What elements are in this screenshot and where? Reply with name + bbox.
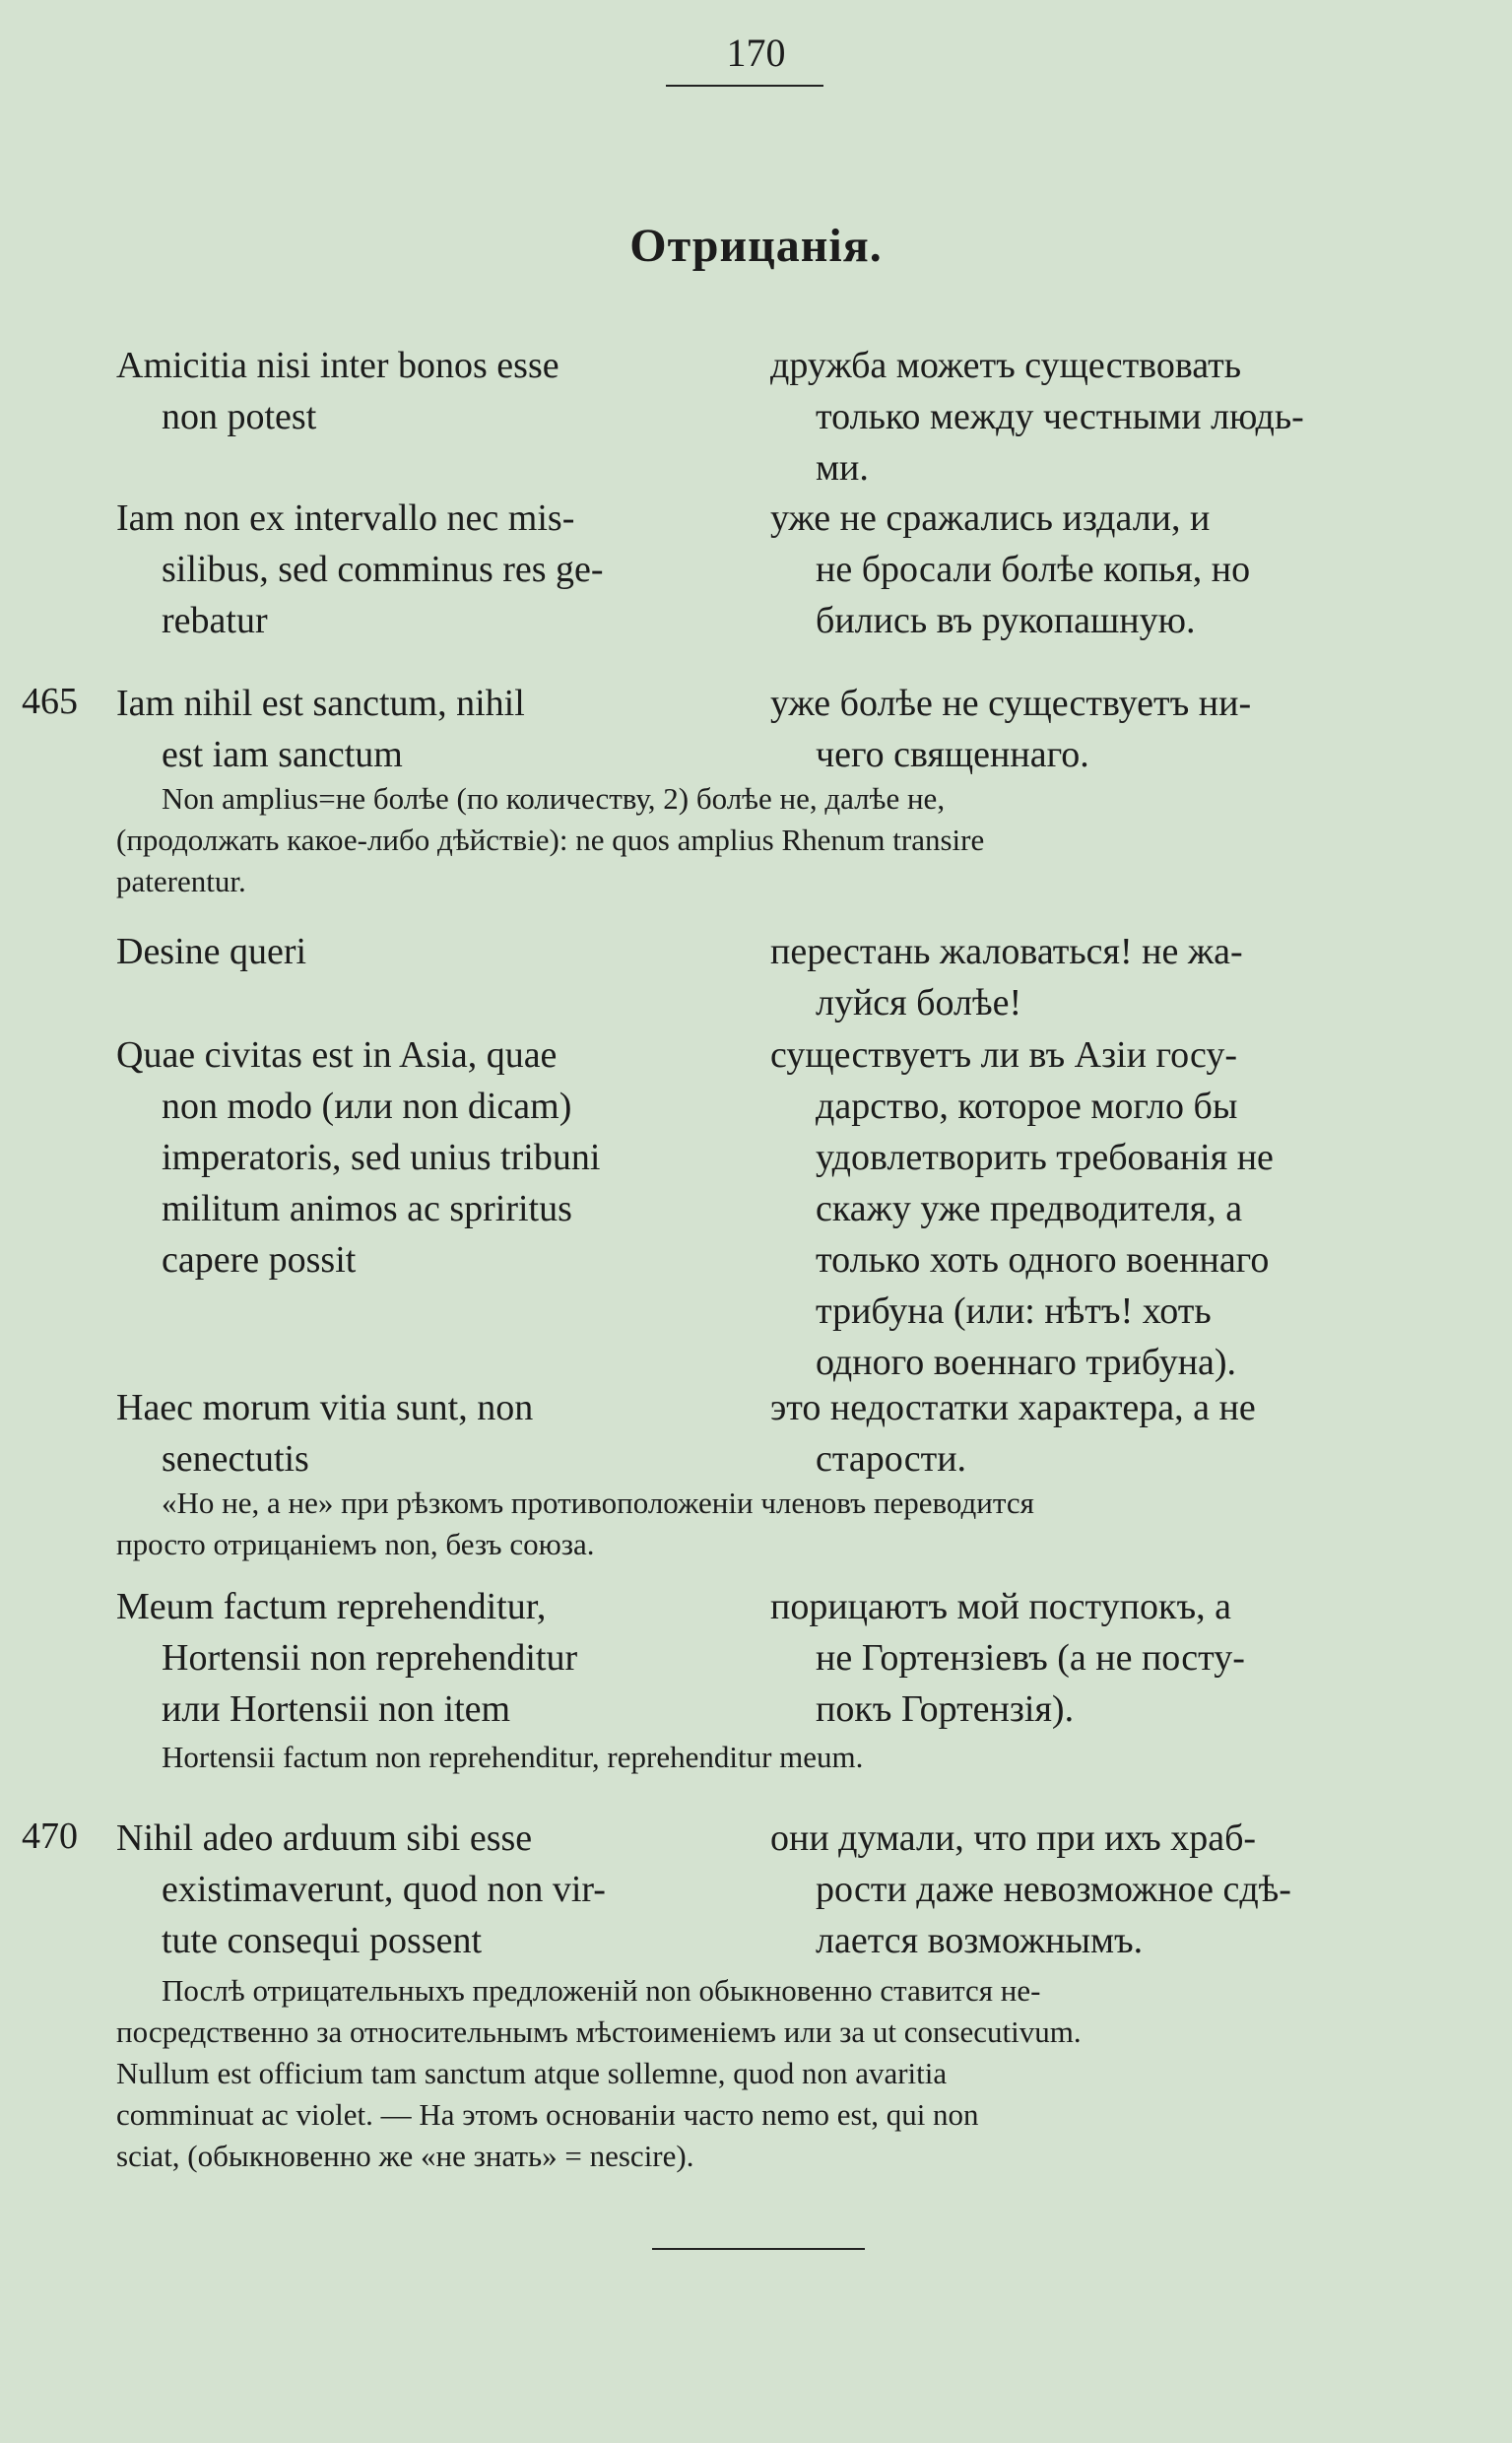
text-line: не бросали болѣе копья, но <box>816 549 1251 590</box>
russian-quae-civitas <box>770 1029 1401 1388</box>
text-line: tute consequi possent <box>162 1920 483 1961</box>
text-line: удовлетворить требованія не <box>816 1137 1274 1178</box>
text-line: они думали, что при ихъ храб- <box>770 1817 1257 1859</box>
text-line: порицаютъ мой поступокъ, а <box>770 1586 1231 1627</box>
note-final <box>116 1970 1397 2177</box>
note-line: (продолжать какое-либо дѣйствіе): ne quos amplius Rhenum transire <box>116 823 985 857</box>
text-line: перестань жаловаться! не жа- <box>770 931 1243 972</box>
russian-desine <box>770 926 1401 1028</box>
russian-amicitia <box>770 340 1401 494</box>
russian-nihil-adeo <box>770 1813 1401 1966</box>
note-line: Nullum est officium tam sanctum atque sollemne, quod non avaritia <box>116 2056 948 2090</box>
text-line: rebatur <box>162 600 268 641</box>
russian-nihil-sanctum <box>770 678 1401 780</box>
note-line: Non amplius=не болѣе (по количеству, 2) болѣе не, далѣе не, <box>162 781 946 816</box>
text-line: Quae civitas est in Asia, quae <box>116 1034 558 1076</box>
text-line: не Гортензіевъ (а не посту- <box>816 1637 1245 1679</box>
text-line: скажу уже предводителя, а <box>816 1188 1243 1229</box>
text-line: militum animos ac spriritus <box>162 1188 572 1229</box>
text-line: рости даже невозможное сдѣ- <box>816 1869 1291 1910</box>
text-line: Amicitia nisi inter bonos esse <box>116 345 559 386</box>
text-line: imperatoris, sed unius tribuni <box>162 1137 601 1178</box>
text-line: бились въ рукопашную. <box>816 600 1196 641</box>
text-line: уже не сражались издали, и <box>770 497 1211 539</box>
note-line: paterentur. <box>116 864 246 898</box>
text-line: Hortensii non reprehenditur <box>162 1637 578 1679</box>
text-line: дружба можетъ существовать <box>770 345 1242 386</box>
text-line: только между честными людь- <box>816 396 1304 437</box>
note-line: посредственно за относительнымъ мѣстоименіемъ или за ut consecutivum. <box>116 2014 1082 2049</box>
latin-nihil-adeo <box>116 1813 727 1966</box>
text-line: лается возможнымъ. <box>816 1920 1144 1961</box>
text-line: senectutis <box>162 1438 309 1480</box>
text-line: только хоть одного военнаго <box>816 1239 1270 1281</box>
note-line: просто отрицаніемъ non, безъ союза. <box>116 1527 595 1561</box>
note-line: sciat, (обыкновенно же «не знать» = nescire). <box>116 2139 694 2173</box>
text-line: Iam non ex intervallo nec mis- <box>116 497 575 539</box>
header-rule <box>666 85 823 87</box>
russian-haec-morum <box>770 1382 1401 1485</box>
note-amplius <box>116 778 1397 902</box>
text-line: луйся болѣе! <box>816 982 1022 1023</box>
paragraph-number: 465 <box>22 681 78 722</box>
text-line: Meum factum reprehenditur, <box>116 1586 547 1627</box>
text-line: capere possit <box>162 1239 357 1281</box>
note-line: Послѣ отрицательныхъ предложеній non обыкновенно ставится не- <box>162 1973 1041 2008</box>
text-line: старости. <box>816 1438 967 1480</box>
text-line: Nihil adeo arduum sibi esse <box>116 1817 533 1859</box>
text-line: трибуна (или: нѣтъ! хоть <box>816 1290 1212 1332</box>
russian-meum-factum <box>770 1581 1401 1735</box>
russian-iam-non <box>770 493 1401 646</box>
latin-nihil-sanctum <box>116 678 727 780</box>
latin-amicitia <box>116 340 727 442</box>
text-line: одного военнаго трибуна). <box>816 1342 1237 1383</box>
text-line: existimaverunt, quod non vir- <box>162 1869 606 1910</box>
note-line: «Но не, а не» при рѣзкомъ противоположеніи членовъ переводится <box>162 1486 1034 1520</box>
text-line: ми. <box>816 447 869 489</box>
note-line: Hortensii factum non reprehenditur, reprehenditur meum. <box>162 1740 864 1774</box>
text-line: уже болѣе не существуетъ ни- <box>770 683 1252 724</box>
latin-desine <box>116 926 727 977</box>
text-line: non modo (или non dicam) <box>162 1086 572 1127</box>
text-line: дарство, которое могло бы <box>816 1086 1238 1127</box>
latin-meum-factum <box>116 1581 727 1735</box>
latin-haec-morum <box>116 1382 727 1485</box>
text-line: существуетъ ли въ Азіи госу- <box>770 1034 1238 1076</box>
text-line: или Hortensii non item <box>162 1688 511 1730</box>
page-number: 170 <box>726 31 786 75</box>
paragraph-number: 470 <box>22 1816 78 1857</box>
text-line: Haec morum vitia sunt, non <box>116 1387 534 1428</box>
text-line: est iam sanctum <box>162 734 403 775</box>
text-line: покъ Гортензія). <box>816 1688 1075 1730</box>
hortensii-line <box>116 1737 1397 1778</box>
text-line: Iam nihil est sanctum, nihil <box>116 683 525 724</box>
text-line: non potest <box>162 396 317 437</box>
text-line: silibus, sed comminus res ge- <box>162 549 604 590</box>
note-no-ne <box>116 1483 1397 1565</box>
latin-iam-non <box>116 493 727 646</box>
note-line: comminuat ac violet. — На этомъ основаніи часто nemo est, qui non <box>116 2097 979 2132</box>
text-line: Desine queri <box>116 931 307 972</box>
text-line: это недостатки характера, а не <box>770 1387 1256 1428</box>
latin-quae-civitas <box>116 1029 727 1286</box>
section-title: Отрицанія. <box>629 220 883 272</box>
footer-rule <box>652 2248 865 2250</box>
text-line: чего священнаго. <box>816 734 1089 775</box>
